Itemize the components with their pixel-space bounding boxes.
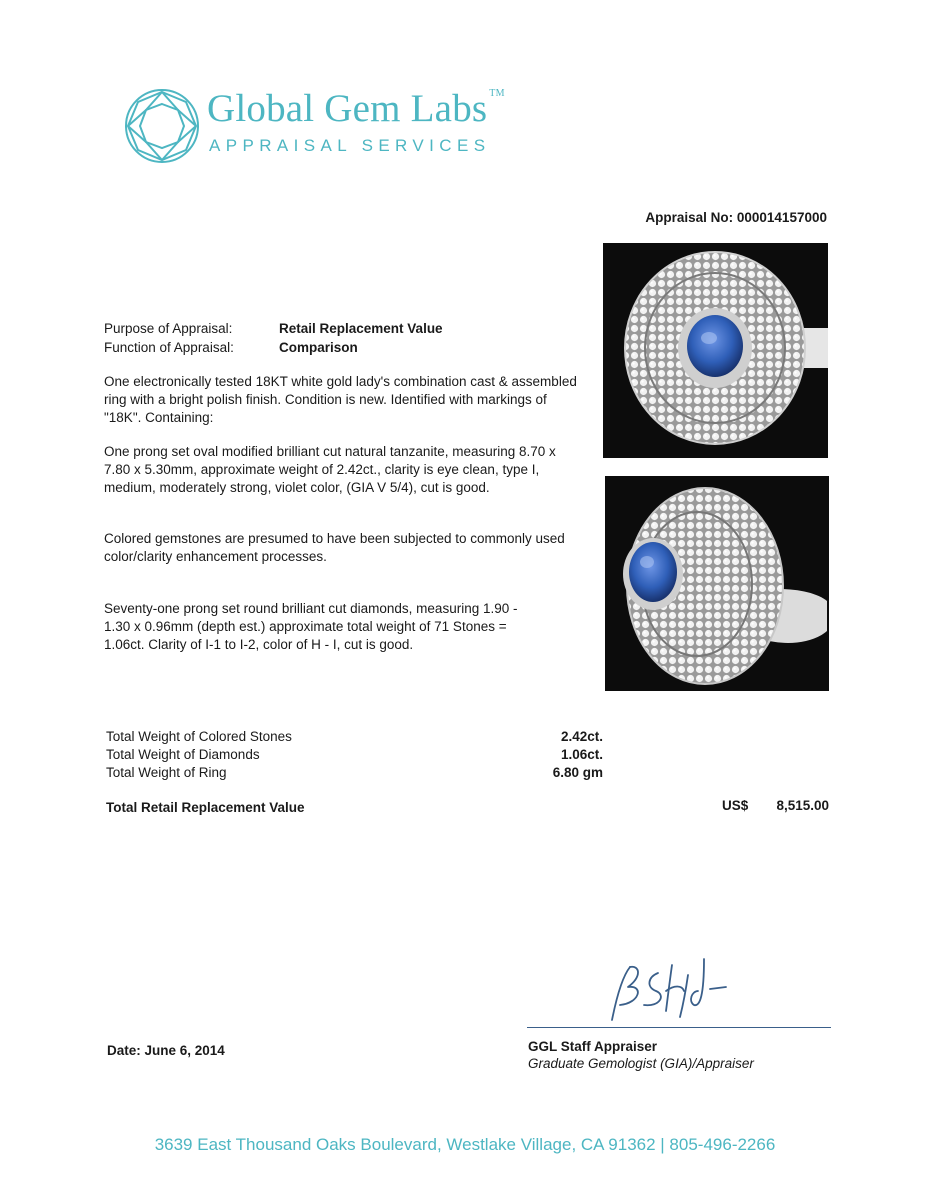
diamonds-description: Seventy-one prong set round brilliant cut diamonds, measuring 1.90 - 1.30 x 0.96mm (depth est.) approximate total weight of 71 Stones = 1.06ct. Clarity of I-1 to I-2, color of H - I, cut is good. [104,601,518,652]
total-row [106,747,606,766]
function-label: Function of Appraisal: [104,340,234,355]
tanzanite-description: One prong set oval modified brilliant cut natural tanzanite, measuring 8.70 x 7.80 x 5.30mm, approximate weight of 2.42ct., clarity is eye clean, type I, medium, moderately strong, violet color, (GIA V 5/4), cut is good. [104,444,556,495]
signer-title: GGL Staff Appraiser [528,1039,658,1054]
total-row [106,729,606,748]
purpose-label: Purpose of Appraisal: [104,321,233,336]
total-value: 1.06ct. [560,747,603,762]
total-label: Total Weight of Ring [106,765,227,780]
total-value: 6.80 gm [552,765,603,780]
appraisal-date: Date: June 6, 2014 [107,1043,225,1058]
total-row [106,765,606,784]
function-row [104,340,358,355]
signature-icon [600,955,740,1025]
ring-side-view-photo [605,476,829,691]
signer-credential: Graduate Gemologist (GIA)/Appraiser [528,1056,754,1071]
purpose-value: Retail Replacement Value [279,321,443,336]
total-value: 2.42ct. [560,729,603,744]
ring-top-view-photo [603,243,828,458]
brand-subtitle: APPRAISAL SERVICES [209,136,491,155]
gem-logo-icon [124,88,200,164]
appraisal-number: Appraisal No: 000014157000 [645,210,827,225]
footer-address: 3639 East Thousand Oaks Boulevard, Westlake Village, CA 91362 | 805-496-2266 [154,1135,776,1154]
ring-description: One electronically tested 18KT white gold lady's combination cast & assembled ring with a bright polish finish. Condition is new. Identified with markings of "18K". Containing: [104,374,577,425]
signature-line [527,1027,831,1028]
retail-value-label: Total Retail Replacement Value [106,800,305,815]
retail-amount: 8,515.00 [776,798,829,813]
brand-name: Global Gem Labs ™ [207,87,505,130]
enhancement-notice: Colored gemstones are presumed to have been subjected to commonly used color/clarity enhancement processes. [104,531,565,564]
total-label: Total Weight of Colored Stones [106,729,292,744]
retail-currency: US$ [722,798,749,813]
total-label: Total Weight of Diamonds [106,747,260,762]
purpose-row [104,321,443,336]
function-value: Comparison [279,340,358,355]
trademark: TM [489,88,505,99]
